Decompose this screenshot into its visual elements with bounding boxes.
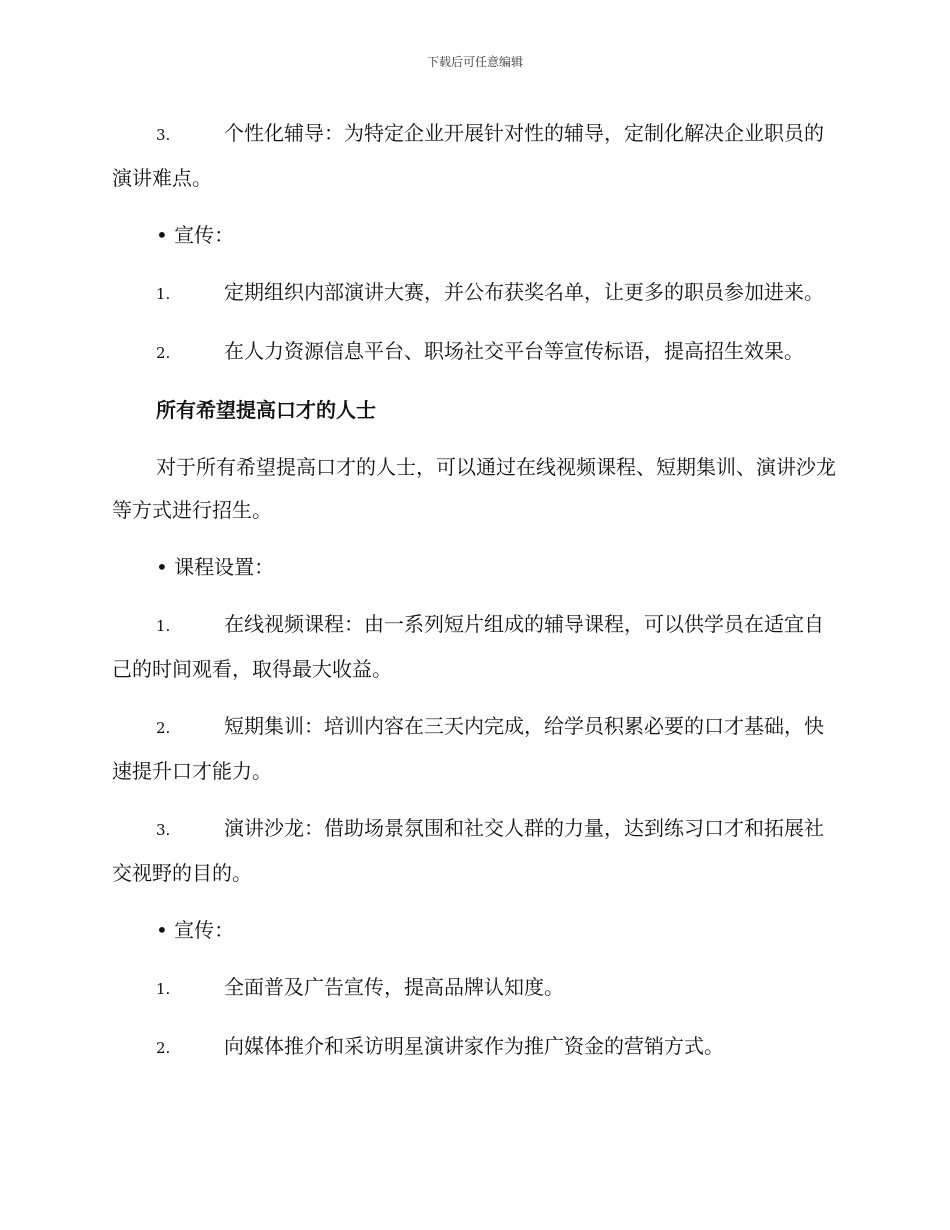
document-body — [112, 112, 842, 1070]
promotion-label: • 宣传： — [156, 223, 235, 247]
list-item-text: 在线视频课程：由一系列短片组成的辅导课程，可以供学员在适宜自己的时间观看，取得最大收益。 — [112, 612, 824, 681]
list-item — [112, 966, 842, 1011]
list-item-text: 在人力资源信息平台、职场社交平台等宣传标语，提高招生效果。 — [224, 339, 804, 363]
promotion-label: • 宣传： — [156, 918, 235, 942]
list-number: 3. — [156, 126, 171, 144]
page-header: 下载后可任意编辑 — [426, 55, 523, 69]
list-item — [112, 603, 842, 691]
list-item-text: 演讲沙龙：借助场景氛围和社交人群的力量，达到练习口才和拓展社交视野的目的。 — [112, 816, 824, 885]
list-item-text: 定期组织内部演讲大赛，并公布获奖名单，让更多的职员参加进来。 — [224, 280, 824, 304]
list-number: 2. — [156, 719, 171, 737]
list-number: 1. — [156, 980, 171, 998]
list-item-text: 向媒体推介和采访明星演讲家作为推广资金的营销方式。 — [224, 1034, 724, 1058]
course-setup-label: • 课程设置： — [156, 555, 275, 579]
list-item — [112, 705, 842, 793]
list-item — [112, 271, 842, 316]
list-item — [112, 330, 842, 375]
list-number: 1. — [156, 617, 171, 635]
list-item-text: 个性化辅导：为特定企业开展针对性的辅导，定制化解决企业职员的演讲难点。 — [112, 121, 824, 190]
list-item-text: 短期集训：培训内容在三天内完成，给学员积累必要的口才基础，快速提升口才能力。 — [112, 714, 824, 783]
list-number: 1. — [156, 285, 171, 303]
list-item — [112, 1025, 842, 1070]
list-number: 2. — [156, 344, 171, 362]
list-item-text: 全面普及广告宣传，提高品牌认知度。 — [224, 975, 564, 999]
list-item — [112, 807, 842, 895]
list-number: 3. — [156, 821, 171, 839]
list-number: 2. — [156, 1039, 171, 1057]
intro-paragraph: 对于所有希望提高口才的人士，可以通过在线视频课程、短期集训、演讲沙龙等方式进行招生。 — [112, 455, 836, 522]
list-item-personalized-coaching — [112, 112, 842, 200]
section-heading: 所有希望提高口才的人士 — [156, 398, 376, 422]
